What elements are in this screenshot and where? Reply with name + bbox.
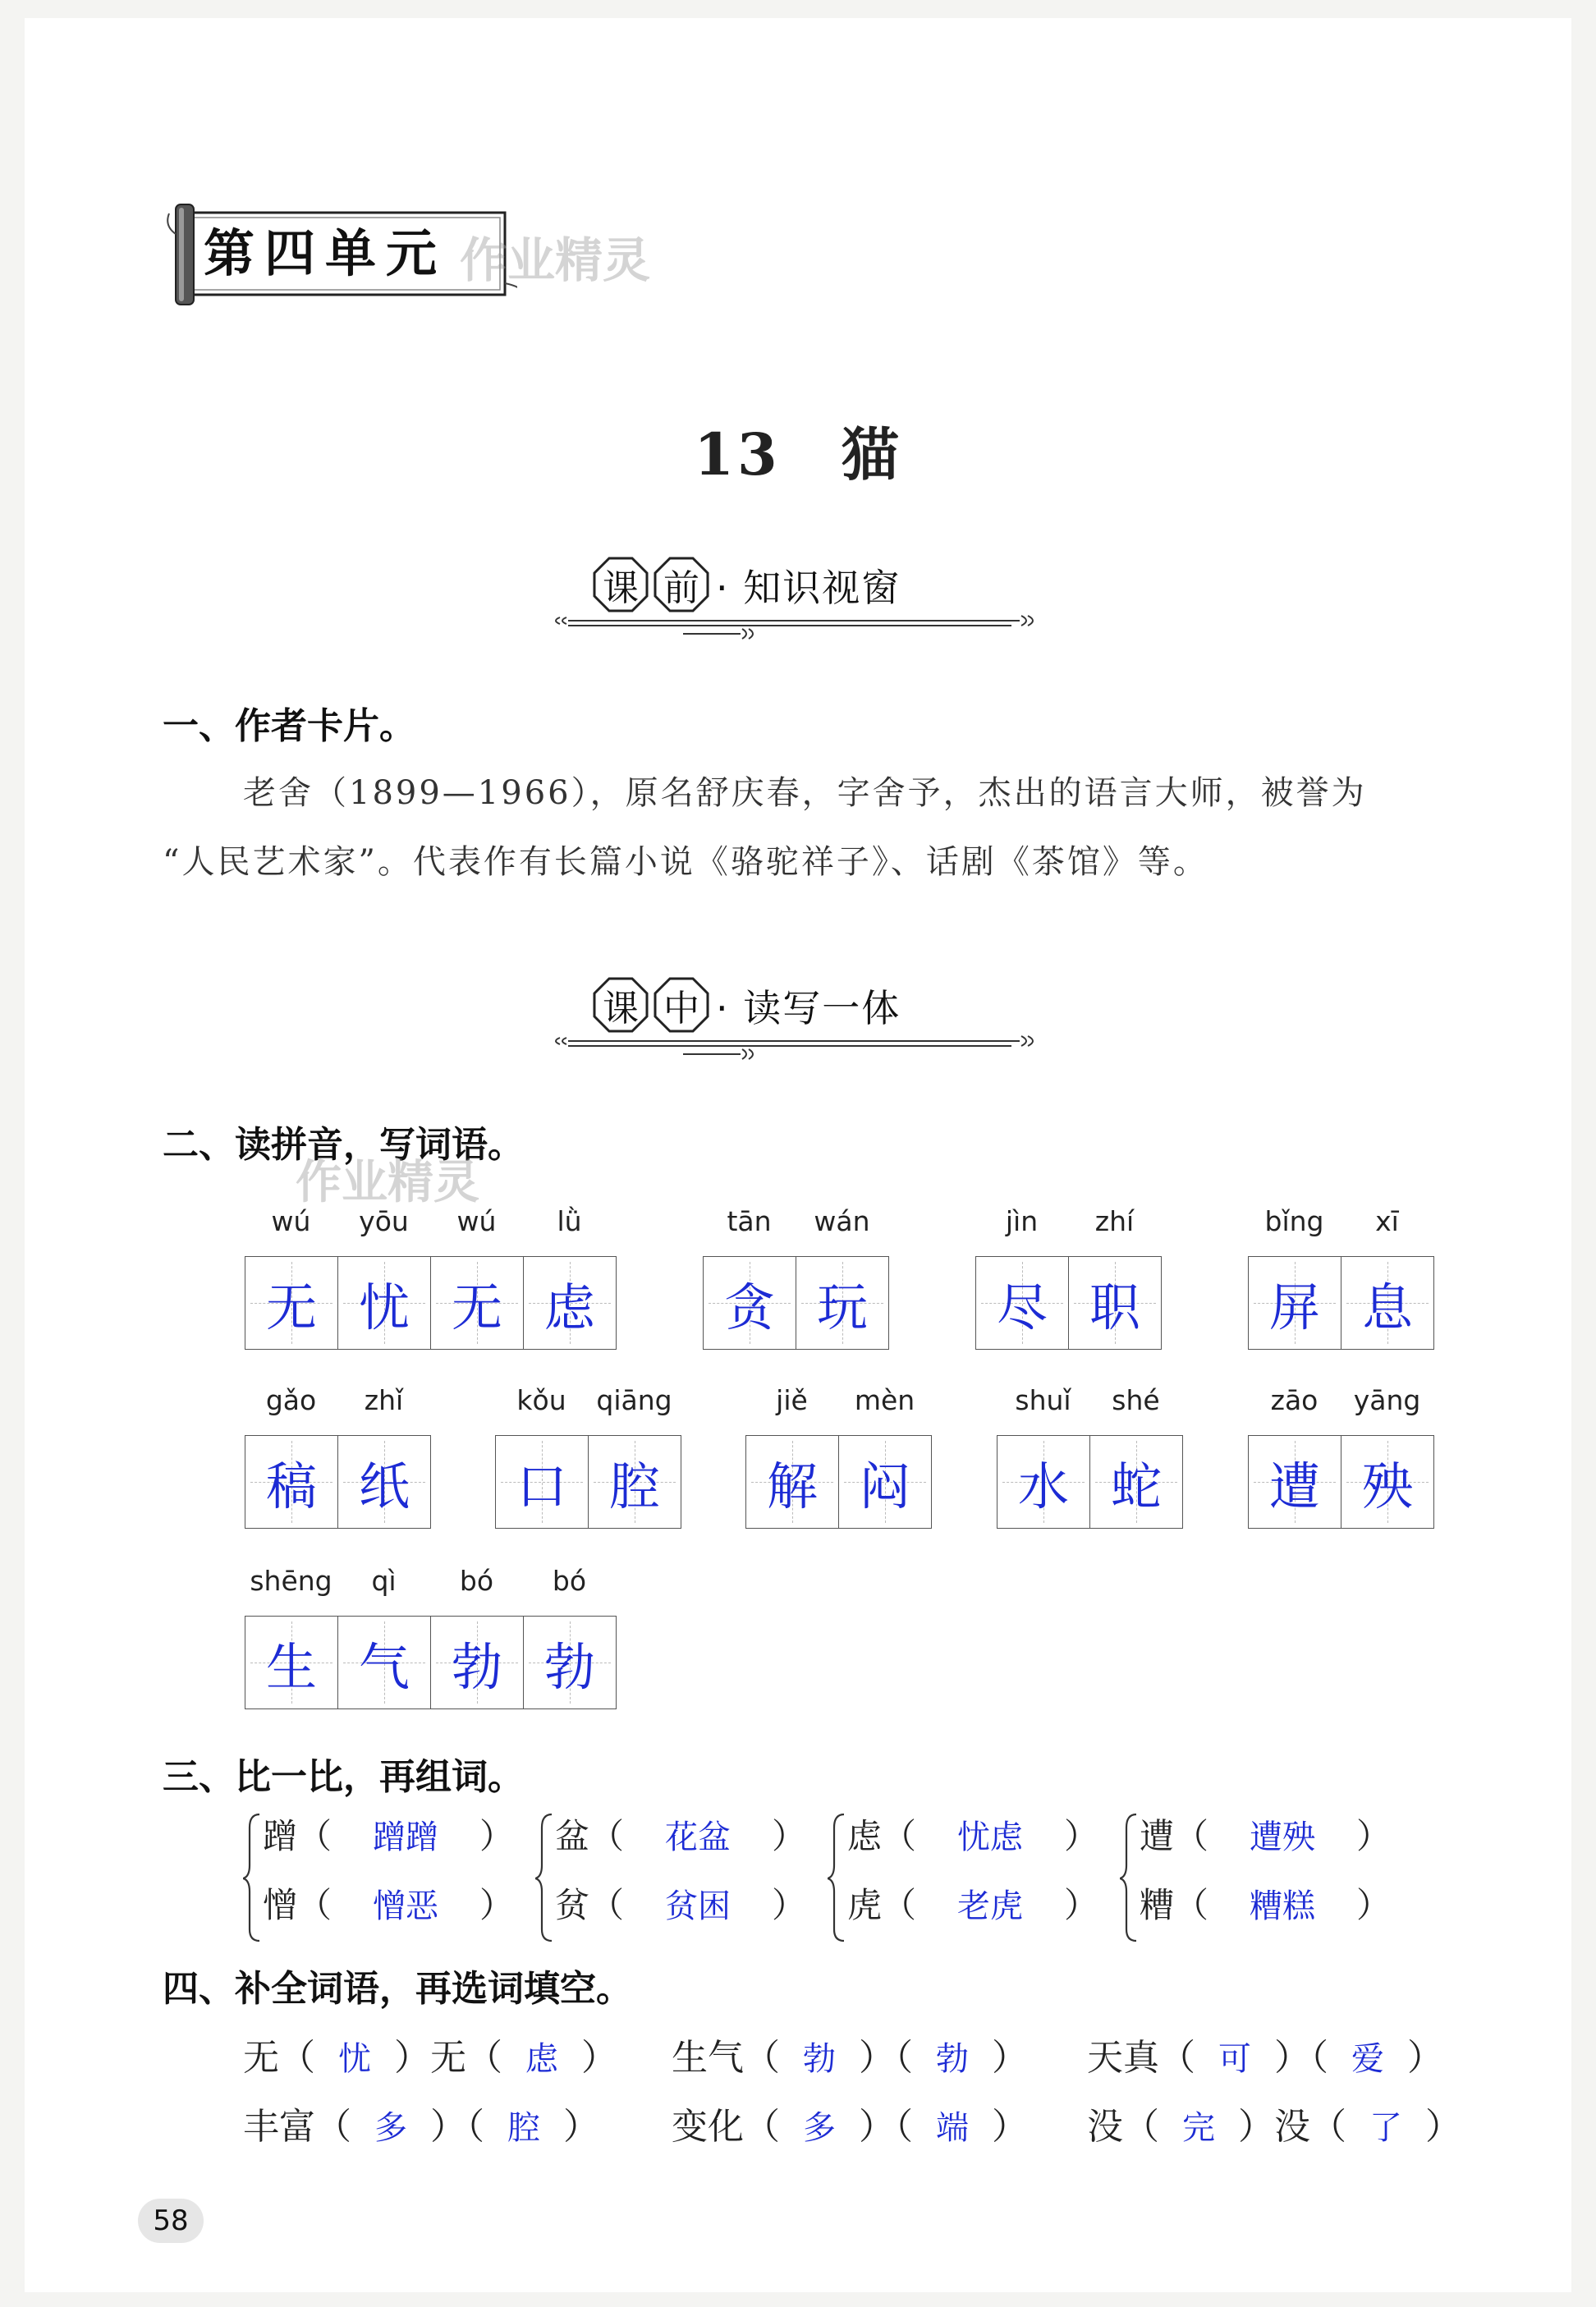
compare-char: 遭 — [1140, 1816, 1175, 1856]
tianzige-cell[interactable] — [524, 1257, 616, 1349]
answer-blank[interactable]: 勃 — [803, 2040, 836, 2078]
q1-line-1: 老舍（1899—1966），原名舒庆春，字舍予，杰出的语言大师，被誉为 — [243, 774, 1367, 812]
pinyin-row — [997, 1381, 1183, 1420]
pinyin-syllable: lǜ — [557, 1205, 582, 1237]
answer-character: 气 — [358, 1636, 410, 1697]
watermark-mid: 作业精灵 — [296, 1156, 479, 1209]
pinyin-word-group — [745, 1381, 932, 1529]
tianzige-cell[interactable] — [796, 1257, 888, 1349]
q1-line-2: “人民艺术家”。代表作有长篇小说《骆驼祥子》、话剧《茶馆》等。 — [163, 843, 1208, 881]
pinyin-syllable: xī — [1375, 1205, 1399, 1237]
tianzige-cell[interactable] — [1341, 1436, 1433, 1528]
pinyin-word-group — [495, 1381, 681, 1529]
pinyin-syllable: zhí — [1094, 1205, 1135, 1237]
answer-word[interactable]: 忧虑 — [957, 1819, 1024, 1856]
answer-blank[interactable]: 多 — [803, 2109, 836, 2147]
pinyin-row — [745, 1381, 932, 1420]
compare-line: 盆（ 花盆 ） — [555, 1809, 806, 1859]
answer-blank[interactable]: 爱 — [1351, 2040, 1384, 2078]
compare-line: 糟（ 糟糕 ） — [1140, 1878, 1391, 1928]
phrase-text: 没 — [1274, 2106, 1310, 2148]
compare-line: 憎（ 憎恶 ） — [263, 1878, 514, 1928]
answer-blank[interactable]: 端 — [936, 2109, 969, 2147]
pinyin-syllable: qiāng — [596, 1384, 672, 1416]
character-grid — [245, 1616, 617, 1709]
character-grid — [997, 1435, 1183, 1529]
pinyin-syllable: shēng — [250, 1565, 332, 1597]
pinyin-syllable: shé — [1112, 1384, 1160, 1416]
phrase-text: 无 — [430, 2037, 466, 2079]
tianzige-cell[interactable] — [245, 1436, 338, 1528]
pinyin-syllable: jiě — [776, 1384, 808, 1416]
tianzige-cell[interactable] — [839, 1436, 931, 1528]
compare-char: 贫 — [555, 1885, 590, 1925]
tianzige-cell[interactable] — [524, 1617, 616, 1708]
compare-pair — [828, 1808, 1107, 1947]
tianzige-cell[interactable] — [1341, 1257, 1433, 1349]
answer-blank[interactable]: 完 — [1182, 2109, 1215, 2147]
section-badge-2: 中 — [654, 977, 709, 1033]
answer-blank[interactable]: 了 — [1369, 2109, 1402, 2147]
brace-icon — [828, 1808, 847, 1947]
brace-icon — [243, 1808, 263, 1947]
tianzige-cell[interactable] — [431, 1617, 524, 1708]
character-grid — [1248, 1435, 1434, 1529]
watermark-top: 作业精灵 — [460, 232, 651, 288]
answer-word[interactable]: 花盆 — [665, 1819, 732, 1856]
tianzige-cell[interactable] — [976, 1257, 1069, 1349]
answer-blank[interactable]: 多 — [374, 2109, 407, 2147]
compare-line: 虑（ 忧虑 ） — [847, 1809, 1098, 1859]
section-subtitle: · 知识视窗 — [716, 566, 901, 610]
answer-blank[interactable]: 虑 — [525, 2040, 558, 2078]
compare-char: 糟 — [1140, 1885, 1175, 1925]
tianzige-cell[interactable] — [1249, 1257, 1341, 1349]
pinyin-syllable: shuǐ — [1015, 1384, 1071, 1416]
character-grid — [495, 1435, 681, 1529]
brace-icon — [1120, 1808, 1140, 1947]
character-grid — [703, 1256, 889, 1350]
phrase-text: 变化 — [672, 2106, 744, 2148]
fill-phrase: 丰富（ 多 ）（ 腔 ） — [243, 2097, 599, 2149]
phrase-text: 生气 — [672, 2037, 744, 2079]
pinyin-row — [495, 1381, 681, 1420]
fill-phrase: 天真（ 可 ）（ 爱 ） — [1087, 2028, 1443, 2080]
section-ornament — [552, 609, 1044, 642]
pinyin-word-group — [245, 1202, 617, 1350]
pinyin-row — [703, 1202, 889, 1241]
pinyin-syllable: bǐng — [1264, 1205, 1324, 1237]
pinyin-row — [1248, 1381, 1434, 1420]
answer-character: 贪 — [723, 1277, 775, 1337]
answer-character: 生 — [265, 1636, 317, 1697]
fill-phrase: 没（ 完 ）没（ 了 ） — [1087, 2097, 1461, 2149]
fill-phrase: 无（ 忧 ）无（ 虑 ） — [243, 2028, 617, 2080]
pinyin-syllable: yōu — [359, 1205, 409, 1237]
pinyin-syllable: tān — [727, 1205, 772, 1237]
pinyin-syllable: zāo — [1270, 1384, 1319, 1416]
fill-phrase: 变化（ 多 ）（ 端 ） — [672, 2097, 1028, 2149]
unit-title: 第四单元 — [204, 223, 447, 283]
tianzige-cell[interactable] — [338, 1617, 431, 1708]
pinyin-row — [245, 1381, 431, 1420]
pinyin-word-group — [1248, 1381, 1434, 1529]
answer-blank[interactable]: 可 — [1218, 2040, 1251, 2078]
pinyin-word-group — [975, 1202, 1162, 1350]
answer-word[interactable]: 贫困 — [665, 1887, 732, 1925]
phrase-text: 无 — [243, 2037, 279, 2079]
compare-char: 虎 — [847, 1885, 883, 1925]
tianzige-cell[interactable] — [589, 1436, 681, 1528]
brace-icon — [535, 1808, 555, 1947]
pinyin-syllable: bó — [552, 1565, 587, 1597]
answer-word[interactable]: 糟糕 — [1250, 1887, 1316, 1925]
character-grid — [745, 1435, 932, 1529]
answer-character: 屏 — [1268, 1277, 1320, 1337]
pinyin-word-group — [245, 1562, 617, 1709]
fill-phrase: 生气（ 勃 ）（ 勃 ） — [672, 2028, 1028, 2080]
answer-character: 腔 — [608, 1456, 660, 1516]
section-ornament — [552, 1030, 1044, 1062]
answer-blank[interactable]: 勃 — [936, 2040, 969, 2078]
lesson-title: 13 猫 — [694, 420, 902, 488]
answer-character: 忧 — [358, 1277, 410, 1337]
answer-character: 尽 — [996, 1277, 1048, 1337]
answer-character: 玩 — [816, 1277, 868, 1337]
pinyin-syllable: kǒu — [516, 1384, 566, 1416]
answer-character: 水 — [1017, 1456, 1069, 1516]
tianzige-cell[interactable] — [1069, 1257, 1161, 1349]
compare-line: 虎（ 老虎 ） — [847, 1878, 1098, 1928]
tianzige-cell[interactable] — [746, 1436, 839, 1528]
pinyin-row — [245, 1202, 617, 1241]
answer-character: 勃 — [451, 1636, 502, 1697]
answer-blank[interactable]: 腔 — [507, 2109, 540, 2147]
phrase-text: 没 — [1087, 2106, 1123, 2148]
section-header-during — [552, 972, 1044, 1062]
pinyin-syllable: wú — [456, 1205, 497, 1237]
answer-character: 勃 — [543, 1636, 595, 1697]
compare-char: 蹭 — [263, 1816, 298, 1856]
pinyin-syllable: qì — [371, 1565, 397, 1597]
answer-character: 殃 — [1361, 1456, 1413, 1516]
q3-heading: 三、比一比，再组词。 — [163, 1756, 524, 1798]
compare-char: 虑 — [847, 1816, 883, 1856]
section-badge-2: 前 — [654, 557, 709, 612]
tianzige-cell[interactable] — [496, 1436, 589, 1528]
compare-pair — [535, 1808, 814, 1947]
answer-character: 口 — [516, 1456, 567, 1516]
tianzige-cell[interactable] — [998, 1436, 1090, 1528]
tianzige-cell[interactable] — [245, 1617, 338, 1708]
pinyin-word-group — [703, 1202, 889, 1350]
compare-line: 遭（ 遭殃 ） — [1140, 1809, 1391, 1859]
section-subtitle: · 读写一体 — [716, 986, 901, 1030]
pinyin-word-group — [1248, 1202, 1434, 1350]
tianzige-cell[interactable] — [1249, 1436, 1341, 1528]
answer-blank[interactable]: 忧 — [338, 2040, 371, 2078]
tianzige-cell[interactable] — [338, 1436, 430, 1528]
character-grid — [975, 1256, 1162, 1350]
compare-char: 盆 — [555, 1816, 590, 1856]
q4-heading: 四、补全词语，再选词填空。 — [163, 1968, 632, 2010]
answer-word[interactable]: 老虎 — [957, 1887, 1024, 1925]
phrase-text: 丰富 — [243, 2106, 315, 2148]
pinyin-row — [1248, 1202, 1434, 1241]
answer-character: 息 — [1361, 1277, 1413, 1337]
character-grid — [245, 1435, 431, 1529]
pinyin-word-group — [245, 1381, 431, 1529]
answer-character: 蛇 — [1110, 1456, 1162, 1516]
pinyin-syllable: zhǐ — [364, 1384, 404, 1416]
compare-line: 蹭（ 蹭蹭 ） — [263, 1809, 514, 1859]
answer-word[interactable]: 遭殃 — [1250, 1819, 1316, 1856]
pinyin-syllable: jìn — [1005, 1205, 1039, 1237]
page-number: 58 — [138, 2199, 204, 2243]
compare-pair — [1120, 1808, 1399, 1947]
pinyin-syllable: bó — [459, 1565, 494, 1597]
compare-line: 贫（ 贫困 ） — [555, 1878, 806, 1928]
q1-heading: 一、作者卡片。 — [163, 705, 415, 747]
answer-word[interactable]: 蹭蹭 — [373, 1819, 439, 1856]
pinyin-word-group — [997, 1381, 1183, 1529]
q2-heading: 二、读拼音，写词语。 — [163, 1124, 524, 1166]
answer-character: 职 — [1089, 1277, 1140, 1337]
pinyin-row — [975, 1202, 1162, 1241]
pinyin-syllable: mèn — [854, 1384, 915, 1416]
compare-pair — [243, 1808, 522, 1947]
character-grid — [245, 1256, 617, 1350]
answer-character: 解 — [766, 1456, 818, 1516]
answer-character: 无 — [451, 1277, 502, 1337]
section-badge-1: 课 — [593, 977, 649, 1033]
compare-char: 憎 — [263, 1885, 298, 1925]
answer-character: 稿 — [265, 1456, 317, 1516]
pinyin-syllable: yāng — [1353, 1384, 1421, 1416]
answer-character: 纸 — [358, 1456, 410, 1516]
pinyin-syllable: gǎo — [265, 1384, 317, 1416]
character-grid — [1248, 1256, 1434, 1350]
pinyin-row — [245, 1562, 617, 1601]
answer-character: 无 — [265, 1277, 317, 1337]
answer-character: 遭 — [1268, 1456, 1320, 1516]
pinyin-syllable: wú — [271, 1205, 311, 1237]
tianzige-cell[interactable] — [704, 1257, 796, 1349]
tianzige-cell[interactable] — [1090, 1436, 1182, 1528]
pinyin-syllable: wán — [814, 1205, 870, 1237]
section-header-before — [552, 552, 1044, 642]
answer-character: 闷 — [859, 1456, 910, 1516]
answer-character: 虑 — [543, 1277, 595, 1337]
phrase-text: 天真 — [1087, 2037, 1159, 2079]
tianzige-cell[interactable] — [245, 1257, 338, 1349]
tianzige-cell[interactable] — [338, 1257, 431, 1349]
tianzige-cell[interactable] — [431, 1257, 524, 1349]
section-badge-1: 课 — [593, 557, 649, 612]
answer-word[interactable]: 憎恶 — [373, 1887, 439, 1925]
